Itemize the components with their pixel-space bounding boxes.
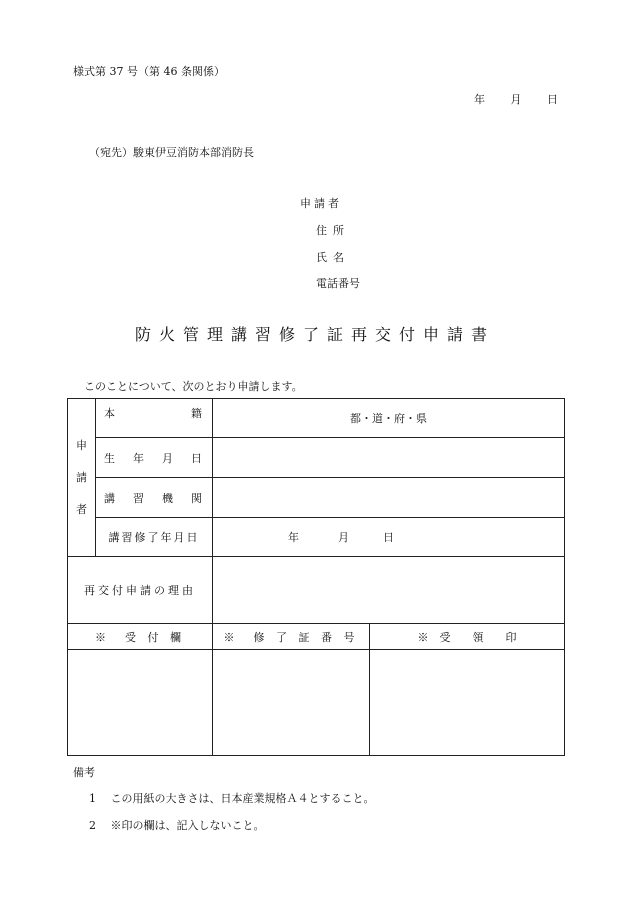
certificate-number-header: ※ 修 了 証 番 号 (213, 624, 370, 650)
label-char: 講 (104, 491, 115, 505)
label-char: 日 (191, 451, 202, 465)
domicile-label (96, 399, 213, 438)
document-title: 防火管理講習修了証再交付申請書 (134, 325, 495, 344)
completion-date-field[interactable] (213, 518, 565, 557)
label-char: 月 (162, 451, 173, 465)
institution-label (96, 478, 213, 518)
side-char: 請 (76, 470, 87, 484)
receipt-cell (68, 650, 213, 756)
side-char: 者 (76, 502, 87, 516)
month-label: 月 (338, 531, 349, 544)
domicile-value: 都・道・府・県 (350, 412, 427, 425)
year-label: 年 (288, 531, 299, 544)
address-label: 住所 (316, 224, 350, 237)
application-table (67, 398, 565, 756)
intro-text: このことについて、次のとおり申請します。 (84, 380, 303, 393)
label-char: 年 (133, 451, 144, 465)
birthdate-label (96, 438, 213, 478)
label-char: 本 (104, 406, 115, 420)
completion-date-value (213, 529, 564, 545)
date-line: 年 月 日 (474, 93, 558, 106)
applicant-side-label (68, 399, 96, 557)
certificate-number-cell (213, 650, 370, 756)
label-char: 関 (191, 491, 202, 505)
applicant-heading: 申請者 (300, 197, 342, 210)
remarks-title: 備考 (73, 766, 95, 779)
institution-field[interactable] (213, 478, 565, 518)
phone-label: 電話番号 (316, 277, 360, 290)
domicile-field[interactable] (213, 399, 565, 438)
side-char: 申 (76, 438, 87, 452)
form-number: 様式第 37 号（第 46 条関係） (73, 65, 225, 78)
completion-date-label: 講習修了年月日 (96, 518, 213, 557)
reason-field[interactable] (213, 557, 565, 624)
remark-item: 2 ※印の欄は、記入しないこと。 (89, 819, 265, 832)
name-label: 氏名 (316, 251, 350, 264)
label-char: 習 (133, 491, 144, 505)
receipt-seal-header: ※ 受 領 印 (370, 624, 565, 650)
birthdate-field[interactable] (213, 438, 565, 478)
label-char: 機 (162, 491, 173, 505)
label-char: 籍 (191, 406, 202, 420)
receipt-column-header: ※ 受 付 欄 (68, 624, 213, 650)
reason-label: 再交付申請の理由 (68, 557, 213, 624)
receipt-seal-cell (370, 650, 565, 756)
label-char: 生 (104, 451, 115, 465)
remark-item: 1 この用紙の大きさは、日本産業規格Ａ４とすること。 (89, 792, 375, 805)
day-label: 日 (383, 531, 394, 544)
addressee: （宛先）駿東伊豆消防本部消防長 (89, 146, 254, 159)
